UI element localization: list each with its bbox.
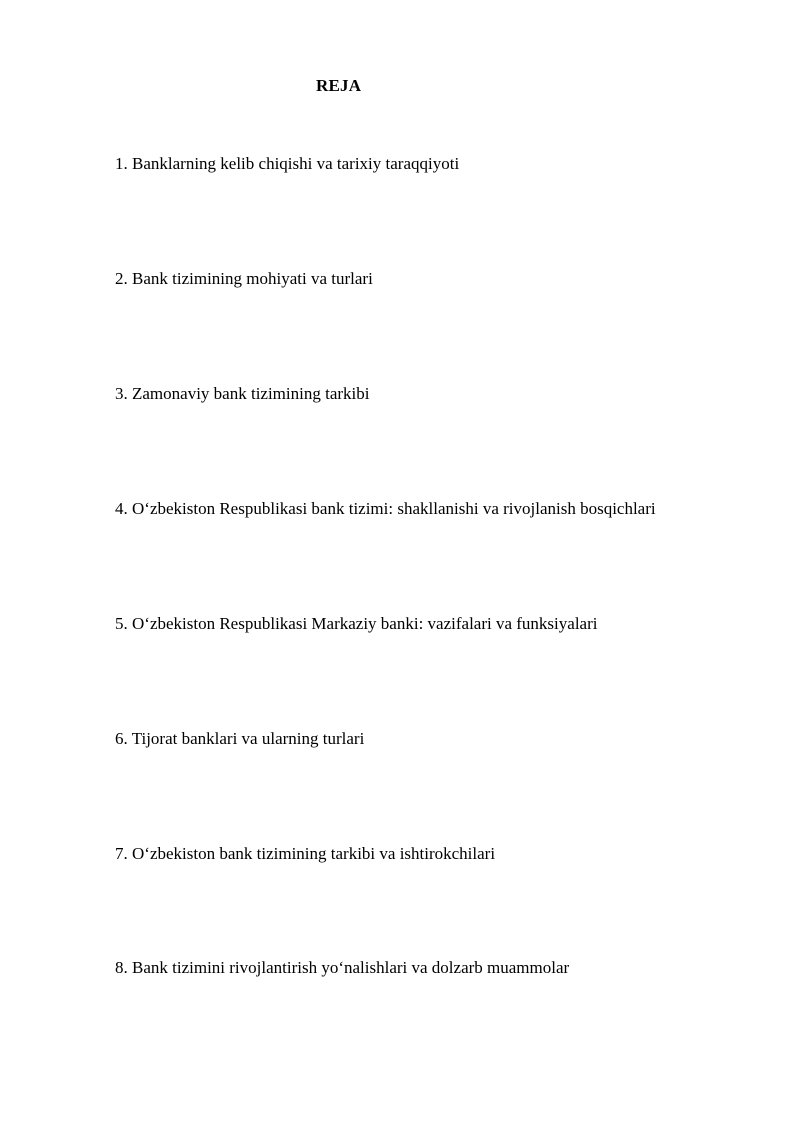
plan-item-6: 6. Tijorat banklari va ularning turlari — [115, 729, 365, 748]
plan-item-8: 8. Bank tizimini rivojlantirish yo‘nalishlari va dolzarb muammolar — [115, 958, 570, 977]
plan-item-5: 5. O‘zbekiston Respublikasi Markaziy banki: vazifalari va funksiyalari — [115, 614, 598, 633]
plan-item-7: 7. O‘zbekiston bank tizimining tarkibi va ishtirokchilari — [115, 844, 496, 863]
page-title: REJA — [316, 76, 362, 95]
plan-item-1: 1. Banklarning kelib chiqishi va tarixiy taraqqiyoti — [115, 154, 460, 173]
plan-item-4: 4. O‘zbekiston Respublikasi bank tizimi: shakllanishi va rivojlanish bosqichlari — [115, 499, 656, 518]
plan-item-3: 3. Zamonaviy bank tizimining tarkibi — [115, 384, 370, 403]
plan-item-2: 2. Bank tizimining mohiyati va turlari — [115, 269, 373, 288]
